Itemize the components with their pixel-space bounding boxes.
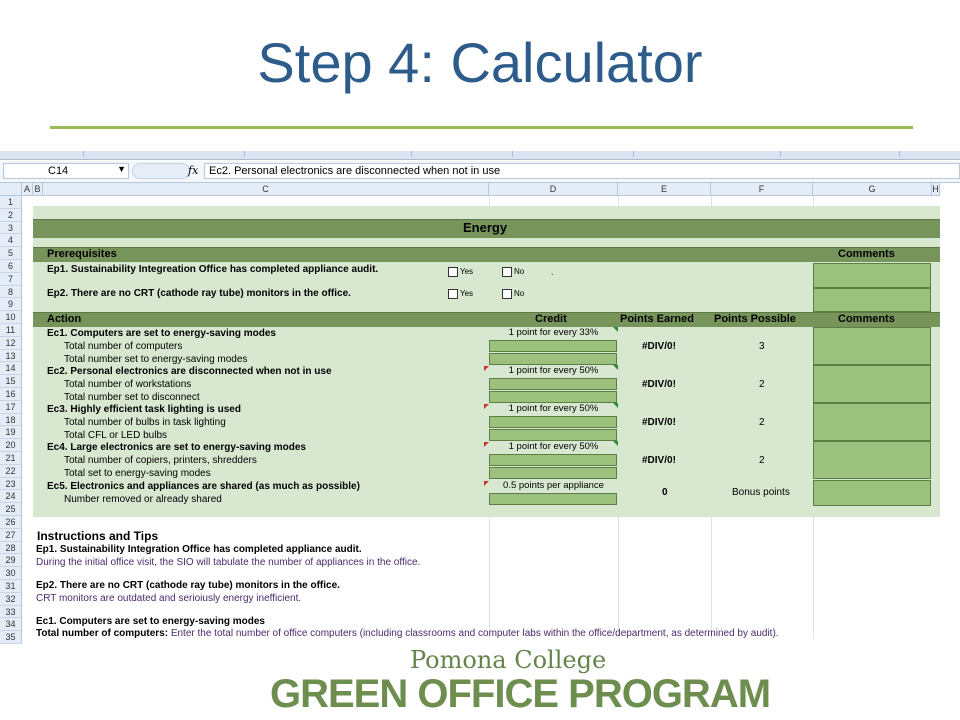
instr-ec1-label: Total number of computers:: [36, 628, 169, 639]
points-possible-header: Points Possible: [714, 313, 796, 325]
ec1-input1[interactable]: [489, 340, 617, 352]
ec4-earned: #DIV/0!: [642, 455, 676, 466]
ec1-earned: #DIV/0!: [642, 341, 676, 352]
ep1-yes-checkbox[interactable]: [448, 267, 458, 277]
row-header[interactable]: 35: [0, 631, 22, 644]
formula-bar: [0, 161, 960, 183]
col-header-h[interactable]: H: [932, 184, 939, 194]
formula-input[interactable]: Ec2. Personal electronics are disconnected when not in use: [204, 163, 960, 179]
ec1-credit: 1 point for every 33%: [508, 327, 599, 338]
row-header[interactable]: 17: [0, 401, 22, 414]
ec5-earned: 0: [662, 487, 668, 498]
row-header[interactable]: 8: [0, 286, 22, 299]
ec2-credit: 1 point for every 50%: [508, 365, 599, 376]
spreadsheet[interactable]: [0, 183, 940, 643]
comment-marker: [613, 327, 618, 332]
row-header[interactable]: 19: [0, 426, 22, 439]
ec5-title: Ec5. Electronics and appliances are shared (as much as possible): [47, 481, 360, 492]
ep1-no-checkbox[interactable]: [502, 267, 512, 277]
fx-area: [132, 163, 202, 179]
comments-header: Comments: [838, 248, 895, 260]
ec2-sub2: Total number set to disconnect: [64, 392, 200, 403]
ec1-possible: 3: [759, 341, 765, 352]
col-header-c[interactable]: C: [43, 183, 489, 196]
row-header[interactable]: 23: [0, 478, 22, 491]
col-header-b[interactable]: B: [33, 183, 43, 196]
title-divider: [50, 126, 913, 129]
ec3-sub2: Total CFL or LED bulbs: [64, 430, 168, 441]
row-header[interactable]: 30: [0, 567, 22, 580]
ep1-label: Ep1. Sustainability Integreation Office has completed appliance audit.: [47, 264, 379, 275]
ep2-comment-cell[interactable]: [813, 288, 931, 312]
instr-ec1-text: Enter the total number of office computers (including classrooms and computer labs within the office/department, as determined by audit).: [168, 628, 779, 639]
ec3-title: Ec3. Highly efficient task lighting is used: [47, 404, 241, 415]
chevron-down-icon[interactable]: ▼: [117, 164, 126, 174]
slide-title: Step 4: Calculator: [257, 31, 703, 94]
ec5-sub1: Number removed or already shared: [64, 494, 222, 505]
row-header[interactable]: 32: [0, 593, 22, 606]
ec2-input1[interactable]: [489, 378, 617, 390]
row-header[interactable]: 15: [0, 375, 22, 388]
instr-ep2-text: CRT monitors are outdated and serioiusly energy inefficient.: [36, 593, 302, 604]
col-header-f[interactable]: F: [711, 183, 813, 196]
row-header[interactable]: 18: [0, 414, 22, 427]
ec4-title: Ec4. Large electronics are set to energy-saving modes: [47, 442, 306, 453]
ec3-comment-cell[interactable]: [813, 403, 931, 441]
row-header[interactable]: 29: [0, 554, 22, 567]
comment-marker: [613, 365, 618, 370]
ec1-comment-cell[interactable]: [813, 327, 931, 365]
ec3-earned: #DIV/0!: [642, 417, 676, 428]
name-box-value: C14: [48, 165, 69, 177]
instr-ec1-line: [36, 627, 779, 640]
ec2-input2[interactable]: [489, 391, 617, 403]
fx-icon[interactable]: fx: [188, 164, 199, 177]
action-band: [33, 312, 940, 327]
ep2-yes-label: Yes: [460, 289, 474, 298]
row-header[interactable]: 34: [0, 618, 22, 631]
ec1-sub2: Total number set to energy-saving modes: [64, 354, 248, 365]
ec5-possible: Bonus points: [732, 487, 790, 498]
row-header[interactable]: 12: [0, 337, 22, 350]
ec4-sub2: Total set to energy-saving modes: [64, 468, 211, 479]
ec4-input2[interactable]: [489, 467, 617, 479]
formula-controls[interactable]: [132, 163, 190, 179]
row-header[interactable]: 21: [0, 452, 22, 465]
ec3-input1[interactable]: [489, 416, 617, 428]
instr-ec1-title: Ec1. Computers are set to energy-saving modes: [36, 616, 265, 627]
ep2-label: Ep2. There are no CRT (cathode ray tube) monitors in the office.: [47, 288, 351, 299]
select-all-corner[interactable]: [0, 183, 22, 196]
ec4-comment-cell[interactable]: [813, 441, 931, 479]
points-earned-header: Points Earned: [620, 313, 694, 325]
row-header[interactable]: 26: [0, 516, 22, 529]
ec4-input1[interactable]: [489, 454, 617, 466]
row-header[interactable]: 5: [0, 247, 22, 260]
col-header-d[interactable]: D: [489, 183, 618, 196]
ec2-possible: 2: [759, 379, 765, 390]
ec5-credit: 0.5 points per appliance: [503, 480, 604, 491]
ec5-comment-cell[interactable]: [813, 480, 931, 506]
ec3-sub1: Total number of bulbs in task lighting: [64, 417, 226, 428]
ec5-input1[interactable]: [489, 493, 617, 505]
row-header[interactable]: 27: [0, 529, 22, 542]
row-header[interactable]: 22: [0, 465, 22, 478]
col-header-a[interactable]: A: [22, 183, 33, 196]
ec2-comment-cell[interactable]: [813, 365, 931, 403]
ep2-no-checkbox[interactable]: [502, 289, 512, 299]
credit-header: Credit: [535, 313, 567, 325]
name-box[interactable]: [3, 163, 129, 179]
action-header: Action: [47, 313, 82, 325]
comment-marker: [613, 403, 618, 408]
logo-program-name: GREEN OFFICE PROGRAM: [270, 672, 771, 716]
ep1-comment-cell[interactable]: [813, 263, 931, 288]
row-header[interactable]: 11: [0, 324, 22, 337]
ec3-credit: 1 point for every 50%: [508, 403, 599, 414]
ep2-no-label: No: [514, 289, 525, 298]
ec4-credit: 1 point for every 50%: [508, 441, 599, 452]
instructions-header: Instructions and Tips: [37, 529, 159, 543]
comment-marker: [613, 441, 618, 446]
energy-title: Energy: [463, 220, 508, 235]
row-header[interactable]: 9: [0, 298, 22, 311]
row-header[interactable]: 28: [0, 542, 22, 555]
row-header[interactable]: 10: [0, 311, 22, 324]
ep2-yes-checkbox[interactable]: [448, 289, 458, 299]
row-header[interactable]: 33: [0, 606, 22, 619]
row-header[interactable]: 24: [0, 490, 22, 503]
logo-college-name: Pomona College: [410, 646, 607, 674]
prereq-band: [33, 247, 940, 262]
instr-ep2-title: Ep2. There are no CRT (cathode ray tube) monitors in the office.: [36, 580, 340, 591]
row-header[interactable]: 20: [0, 439, 22, 452]
ec2-title: Ec2. Personal electronics are disconnected when not in use: [47, 366, 332, 377]
ec1-title: Ec1. Computers are set to energy-saving modes: [47, 328, 276, 339]
excel-ribbon: [0, 151, 960, 160]
row-header[interactable]: 13: [0, 350, 22, 363]
row-header[interactable]: 7: [0, 273, 22, 286]
row-header[interactable]: 6: [0, 260, 22, 273]
ec3-input2[interactable]: [489, 429, 617, 441]
row-header[interactable]: 16: [0, 388, 22, 401]
row-header[interactable]: 14: [0, 362, 22, 375]
tick-mark: `: [551, 273, 554, 282]
ec4-sub1: Total number of copiers, printers, shredders: [64, 455, 257, 466]
ec1-input2[interactable]: [489, 353, 617, 365]
row-header[interactable]: 25: [0, 503, 22, 516]
col-header-e[interactable]: E: [618, 183, 711, 196]
ep1-yes-label: Yes: [460, 267, 474, 276]
ep1-no-label: No: [514, 267, 525, 276]
prereq-header: Prerequisites: [47, 248, 117, 260]
ec2-earned: #DIV/0!: [642, 379, 676, 390]
col-header-g[interactable]: G: [813, 183, 932, 196]
row-header[interactable]: 2: [0, 209, 22, 222]
ec1-sub1: Total number of computers: [64, 341, 183, 352]
instr-ep1-title: Ep1. Sustainability Integration Office has completed appliance audit.: [36, 544, 362, 555]
instr-ep1-text: During the initial office visit, the SIO will tabulate the number of appliances in the office.: [36, 557, 421, 568]
row-header[interactable]: 3: [0, 222, 22, 235]
ec4-possible: 2: [759, 455, 765, 466]
row-header[interactable]: 31: [0, 580, 22, 593]
row-header[interactable]: 1: [0, 196, 22, 209]
comments-header-action: Comments: [838, 313, 895, 325]
row-header[interactable]: 4: [0, 234, 22, 247]
ec3-possible: 2: [759, 417, 765, 428]
ec2-sub1: Total number of workstations: [64, 379, 192, 390]
